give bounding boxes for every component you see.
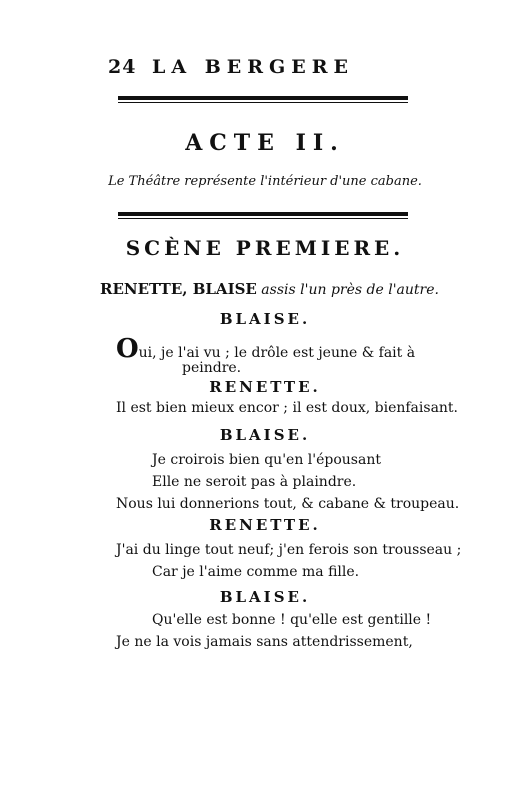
page-number: 24 bbox=[108, 56, 137, 78]
scene-characters bbox=[100, 280, 439, 298]
act-rule bbox=[118, 212, 408, 216]
verse-line: J'ai du linge tout neuf; j'en ferois son trousseau ; bbox=[116, 542, 462, 558]
page-header bbox=[108, 56, 408, 78]
running-title: LA BERGERE bbox=[152, 56, 355, 78]
scene-title: SCÈNE PREMIERE. bbox=[125, 236, 405, 260]
verse-line: Elle ne seroit pas à plaindre. bbox=[152, 474, 357, 490]
characters-note: assis l'un près de l'autre. bbox=[256, 282, 439, 298]
act-title: ACTE II. bbox=[185, 130, 345, 156]
speaker-name: BLAISE. bbox=[219, 588, 311, 606]
verse-line: peindre. bbox=[182, 360, 242, 376]
speaker-name: BLAISE. bbox=[219, 426, 311, 444]
verse-line bbox=[116, 336, 415, 362]
speaker-name: BLAISE. bbox=[219, 310, 311, 328]
drop-cap: O bbox=[116, 334, 139, 364]
speaker-name: RENETTE. bbox=[209, 378, 321, 396]
character-names: RENETTE, BLAISE bbox=[100, 280, 257, 298]
verse-line: Nous lui donnerions tout, & cabane & troupeau. bbox=[116, 496, 460, 512]
verse-line: Qu'elle est bonne ! qu'elle est gentille ! bbox=[152, 612, 432, 628]
verse-line: Je ne la vois jamais sans attendrissement, bbox=[116, 634, 413, 650]
speaker-name: RENETTE. bbox=[209, 516, 321, 534]
header-rule bbox=[118, 96, 408, 100]
stage-direction: Le Théâtre représente l'intérieur d'une cabane. bbox=[108, 174, 422, 189]
verse-line: Car je l'aime comme ma fille. bbox=[152, 564, 360, 580]
verse-line: Je croirois bien qu'en l'épousant bbox=[152, 452, 381, 468]
verse-line: Il est bien mieux encor ; il est doux, bienfaisant. bbox=[116, 400, 459, 416]
verse-text: ui, je l'ai vu ; le drôle est jeune & fait à bbox=[138, 345, 416, 361]
